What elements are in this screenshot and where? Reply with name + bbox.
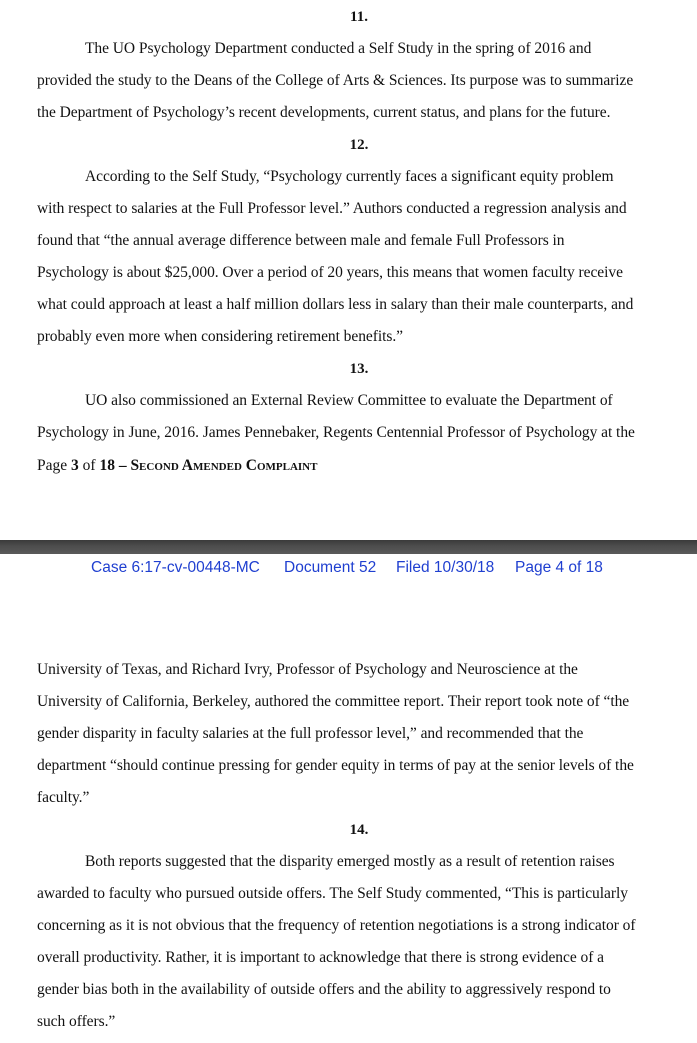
paragraph-14-line-5: gender bias both in the availability of outside offers and the ability to aggressively respond to xyxy=(37,981,611,998)
paragraph-12-line-5: what could approach at least a half million dollars less in salary than their male counterparts, and xyxy=(37,296,634,313)
ecf-document-number: Document 52 xyxy=(284,559,377,576)
page-footer xyxy=(37,456,317,476)
paragraph-number-12: 12. xyxy=(349,137,369,153)
paragraph-12-line-4: Psychology is about $25,000. Over a period of 20 years, this means that women faculty receive xyxy=(37,264,623,281)
footer-page-word: Page xyxy=(37,457,68,474)
paragraph-13-cont-line-3: gender disparity in faculty salaries at the full professor level,” and recommended that the xyxy=(37,725,584,742)
paragraph-number-11: 11. xyxy=(350,9,368,25)
paragraph-13-line-1: UO also commissioned an External Review Committee to evaluate the Department of xyxy=(85,392,613,409)
paragraph-13-line-2: Psychology in June, 2016. James Pennebaker, Regents Centennial Professor of Psychology at the xyxy=(37,424,635,441)
ecf-filing-header xyxy=(0,558,697,578)
paragraph-14-line-4: overall productivity. Rather, it is important to acknowledge that there is strong evidence of a xyxy=(37,949,604,966)
document-page-4 xyxy=(0,554,697,1043)
paragraph-14-line-6: such offers.” xyxy=(37,1013,116,1030)
paragraph-13-cont-line-1: University of Texas, and Richard Ivry, Professor of Psychology and Neuroscience at the xyxy=(37,661,578,678)
paragraph-13-cont-line-4: department “should continue pressing for gender equity in terms of pay at the senior levels of the xyxy=(37,757,634,774)
paragraph-11-line-2: provided the study to the Deans of the College of Arts & Sciences. Its purpose was to summarize xyxy=(37,72,634,89)
paragraph-11-line-1: The UO Psychology Department conducted a Self Study in the spring of 2016 and xyxy=(85,40,592,57)
paragraph-14-line-3: concerning as it is not obvious that the frequency of retention negotiations is a strong indicator of xyxy=(37,917,636,934)
paragraph-12-line-6: probably even more when considering retirement benefits.” xyxy=(37,328,404,345)
ecf-page-indicator: Page 4 of 18 xyxy=(515,559,603,576)
paragraph-12-line-1: According to the Self Study, “Psychology currently faces a significant equity problem xyxy=(85,168,614,185)
paragraph-number-13: 13. xyxy=(349,361,369,377)
paragraph-12-line-3: found that “the annual average difference between male and female Full Professors in xyxy=(37,232,565,249)
paragraph-number-14: 14. xyxy=(349,822,369,838)
ecf-filed-date: Filed 10/30/18 xyxy=(396,559,495,576)
page-break-divider xyxy=(0,540,697,554)
paragraph-14-line-2: awarded to faculty who pursued outside offers. The Self Study commented, “This is particularly xyxy=(37,885,628,902)
footer-of-word: of xyxy=(82,457,96,474)
paragraph-12-line-2: with respect to salaries at the Full Professor level.” Authors conducted a regression analysis and xyxy=(37,200,627,217)
paragraph-13-cont-line-5: faculty.” xyxy=(37,789,90,806)
footer-document-title: Second Amended Complaint xyxy=(130,457,318,474)
footer-total-pages: 18 xyxy=(99,457,115,474)
paragraph-14-line-1: Both reports suggested that the disparity emerged mostly as a result of retention raises xyxy=(85,853,615,870)
paragraph-11-line-3: the Department of Psychology’s recent developments, current status, and plans for the future. xyxy=(37,104,611,121)
footer-page-number: 3 xyxy=(71,457,79,474)
ecf-case-number: Case 6:17-cv-00448-MC xyxy=(91,559,260,576)
footer-dash: – xyxy=(118,457,127,474)
paragraph-13-cont-line-2: University of California, Berkeley, authored the committee report. Their report took note of “the xyxy=(37,693,630,710)
